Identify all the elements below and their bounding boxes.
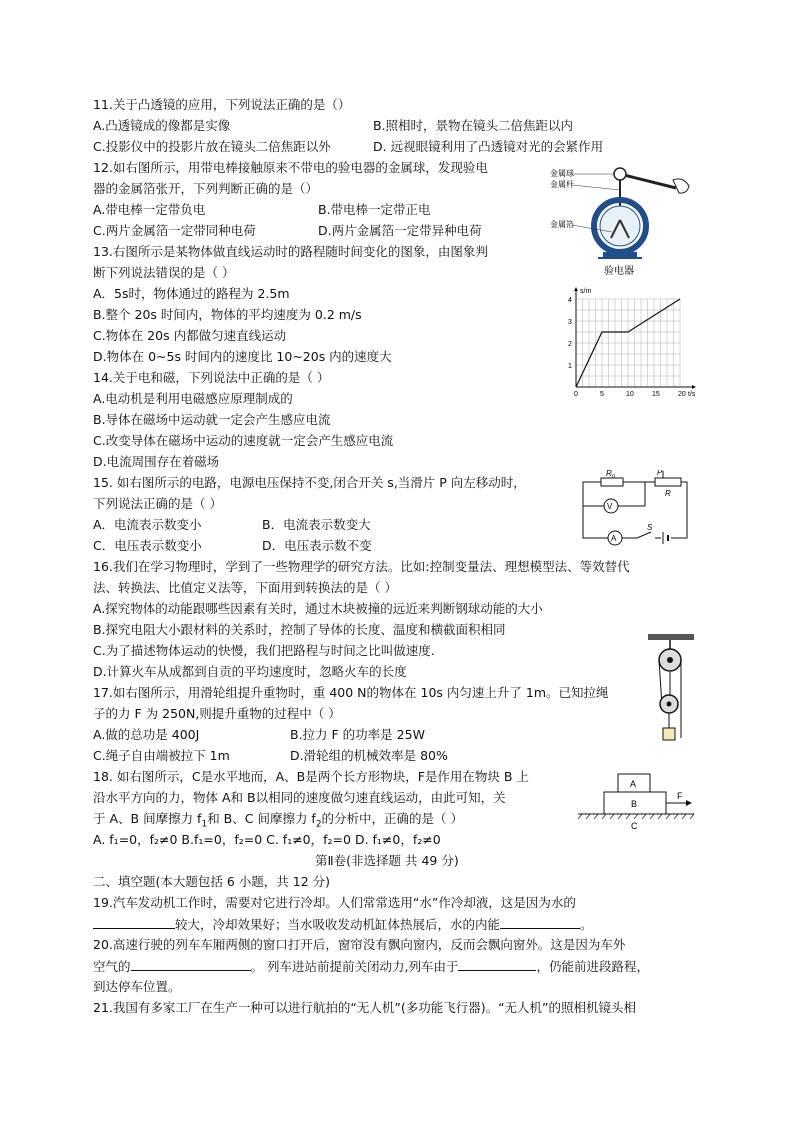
q12-option-c: C.两片金属箔一定带同种电荷: [93, 223, 256, 238]
q16-option-b: B.探究电阻大小跟材料的关系时，控制了导体的长度、温度和横截面积相同: [93, 622, 506, 637]
q20-line3: 到达停车位置。: [93, 979, 181, 994]
q17-option-a: A.做的总功是 400J: [93, 727, 200, 742]
q17-stem-line2: 子的力 F 为 250N,则提升重物的过程中（ ）: [93, 706, 341, 721]
r0-label: R: [606, 470, 612, 478]
q18-options: A. f₁=0，f₂≠0 B.f₁=0，f₂=0 C. f₁≠0，f₂=0 D. f₁≠0，f₂≠0: [93, 832, 441, 847]
q18-stem-line2: 沿水平方向的力，物体 A和 B以相同的速度做匀速直线运动，由此可知，关: [93, 790, 506, 805]
x-axis-label: t/s: [688, 391, 696, 398]
blocks-figure: [574, 770, 698, 832]
q16-option-c: C.为了描述物体运动的快慢，我们把路程与时间之比叫做速度.: [93, 643, 435, 658]
r0-subscript: 0: [612, 474, 615, 480]
q17-option-c: C.绳子自由端被拉下 1m: [93, 748, 230, 763]
label-rod: 金属杆: [550, 180, 574, 189]
q16-option-d: D.计算火车从成都到自贡的平均速度时，忽略火车的长度: [93, 664, 407, 679]
q13-option-c: C.物体在 20s 内都做匀速直线运动: [93, 328, 287, 343]
x-tick-label: 10: [626, 391, 634, 398]
q14-option-b: B.导体在磁场中运动就一定会产生感应电流: [93, 412, 331, 427]
q13-stem-line1: 13.右图所示是某物体做直线运动时的路程随时间变化的图象，由图象判: [93, 244, 488, 259]
pulley-figure: [646, 632, 696, 748]
q15-option-b: B．电流表示数变大: [262, 517, 371, 532]
y-tick-label: 4: [568, 297, 572, 304]
q14-option-d: D.电流周围存在着磁场: [93, 454, 220, 469]
switch-label: S: [647, 523, 653, 532]
x-axis-arrow: [692, 385, 696, 389]
y-axis-label: s/m: [580, 288, 592, 295]
force-f-label: F: [677, 791, 683, 801]
x-tick-label: 20: [678, 391, 686, 398]
q13-stem-line2: 断下列说法错误的是（ ）: [93, 265, 235, 280]
voltmeter-label: V: [607, 502, 613, 511]
distance-time-chart: [562, 287, 704, 399]
q15-stem-line2: 下列说法正确的是（ ）: [93, 496, 222, 511]
q18-sub-2: 2: [315, 819, 322, 830]
q18-stem3-part-b: 和 B、C 间摩擦力 f: [207, 811, 316, 826]
q19-blank-2[interactable]: [500, 914, 580, 929]
q20-blank-2[interactable]: [458, 956, 536, 971]
q18-stem3-part-c: 的分析中，正确的是（ ）: [321, 811, 464, 826]
rheostat-label: R: [665, 489, 671, 498]
q18-stem3-part-a: 于 A、B 间摩擦力 f: [93, 811, 202, 826]
ammeter-label: A: [611, 534, 617, 543]
q21-line1: 21.我国有多家工厂在生产一种可以进行航拍的“无人机”(多功能飞行器)。“无人机”的照相机镜头相: [93, 1000, 637, 1015]
q15-stem-line1: 15. 如右图所示的电路，电源电压保持不变,闭合开关 s,当滑片 P 向左移动时，: [93, 475, 526, 490]
x-tick-label: 0: [574, 391, 578, 398]
q17-option-b: B.拉力 F 的功率是 25W: [290, 727, 425, 742]
q20-blank-1[interactable]: [131, 956, 251, 971]
q18-sub-1: 1: [201, 819, 208, 830]
q14-option-c: C.改变导体在磁场中运动的速度就一定会产生感应电流: [93, 433, 394, 448]
label-ball: 金属球: [550, 169, 574, 178]
q11-option-d: D. 远视眼镜利用了凸透镜对光的会紧作用: [373, 139, 604, 154]
q12-option-d: D.两片金属箔一定带异种电荷: [318, 223, 482, 238]
q16-option-a: A.探究物体的动能跟哪些因素有关时，通过木块被撞的远近来判断钢球动能的大小: [93, 601, 543, 616]
q17-option-d: D.滑轮组的机械效率是 80%: [290, 748, 448, 763]
electroscope-figure: [548, 160, 700, 278]
label-foil: 金属箔: [550, 220, 574, 229]
q19-line2: [93, 914, 593, 935]
q12-option-b: B.带电棒一定带正电: [318, 202, 431, 217]
q15-option-d: D．电压表示数不变: [262, 538, 372, 553]
slider-p-label: P: [657, 470, 663, 477]
y-tick-label: 2: [568, 341, 572, 348]
q11-option-b: B.照相时，景物在镜头二倍焦距以内: [373, 118, 574, 133]
q16-stem-line2: 法、转换法、比值定义法等，下面用到转换法的是（ ）: [93, 580, 397, 595]
ground-c-label: C: [631, 821, 638, 831]
y-tick-label: 1: [568, 363, 572, 370]
q13-option-a: A．5s时，物体通过的路程为 2.5m: [93, 286, 290, 301]
block-a-label: A: [630, 779, 637, 789]
y-tick-label: 3: [568, 319, 572, 326]
q13-option-d: D.物体在 0~5s 时间内的速度比 10~20s 内的速度大: [93, 349, 392, 364]
x-tick-label: 5: [600, 391, 604, 398]
part2-title: 第Ⅱ卷(非选择题 共 49 分): [315, 853, 459, 868]
q20-line2-text-a: 空气的: [93, 959, 131, 974]
q20-line1: 20.高速行驶的列车车厢两侧的窗口打开后，窗帘没有飘向窗内，反而会飘向窗外。这是因为车外: [93, 937, 626, 952]
q12-stem-line2: 器的金属箔张开，下列判断正确的是（）: [93, 181, 319, 196]
q14-option-a: A.电动机是利用电磁感应原理制成的: [93, 391, 293, 406]
block-b-label: B: [631, 799, 638, 809]
y-axis-arrow: [574, 287, 578, 291]
q15-option-c: C．电压表示数变小: [93, 538, 202, 553]
circuit-figure: [575, 470, 695, 552]
q20-line2-text-c: ，仍能前进段路程，: [536, 959, 649, 974]
q19-blank-1[interactable]: [93, 914, 175, 929]
x-tick-label: 15: [652, 391, 660, 398]
q20-line2: [93, 956, 649, 977]
q11-stem: 11.关于凸透镜的应用，下列说法正确的是（）: [93, 97, 351, 112]
q20-line2-text-b: 。 列车进站前提前关闭动力,列车由于: [250, 959, 459, 974]
q12-stem-line1: 12.如右图所示，用带电棒接触原来不带电的验电器的金属球，发现验电: [93, 160, 488, 175]
q12-option-a: A.带电棒一定带负电: [93, 202, 206, 217]
q18-stem-line1: 18. 如右图所示，C是水平地而，A、B是两个长方形物块，F是作用在物块 B 上: [93, 769, 529, 784]
q17-stem-line1: 17.如右图所示，用滑轮组提升重物时，重 400 N的物体在 10s 内匀速上升了 1m。已知拉绳: [93, 685, 609, 700]
q11-option-a: A.凸透镜成的像都是实像: [93, 118, 231, 133]
q11-option-c: C.投影仪中的投影片放在镜头二倍焦距以外: [93, 139, 331, 154]
q13-option-b: B.整个 20s 时间内，物体的平均速度为 0.2 m/s: [93, 307, 362, 322]
section2-heading: 二、填空题(本大题包括 6 小题，共 12 分): [93, 874, 331, 889]
q15-option-a: A．电流表示数变小: [93, 517, 202, 532]
electroscope-caption: 验电器: [604, 266, 634, 277]
q19-line2-text-b: 。: [580, 917, 593, 932]
q14-stem: 14.关于电和磁，下列说法中正确的是（ ）: [93, 370, 330, 385]
q16-stem-line1: 16.我们在学习物理时，学到了一些物理学的研究方法。比如:控制变量法、理想模型法、等效替代: [93, 559, 630, 574]
q19-line1: 19.汽车发动机工作时，需要对它进行冷却。人们常常选用“水”作冷却液，这是因为水的: [93, 895, 576, 910]
q19-line2-text-a: 较大，冷却效果好；当水吸收发动机缸体热展后，水的内能: [175, 917, 501, 932]
